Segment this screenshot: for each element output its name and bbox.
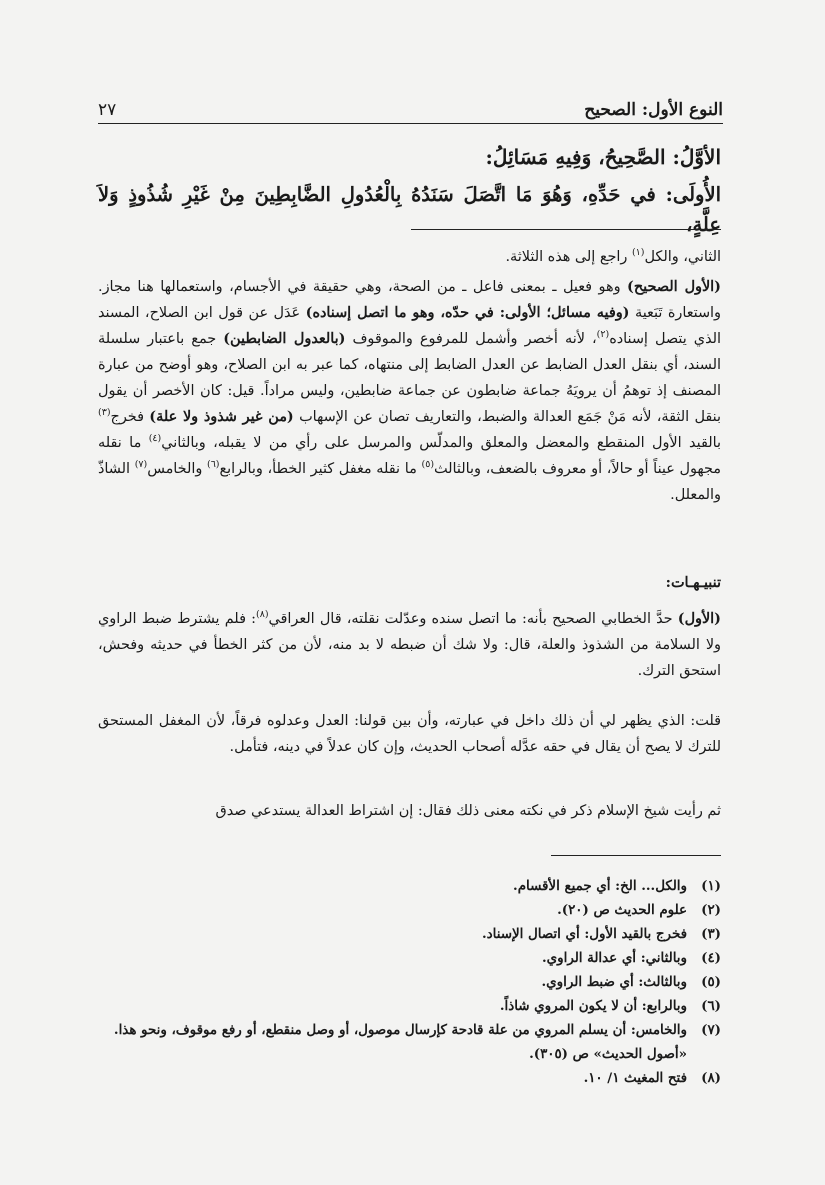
commentary-text: فخرج — [110, 409, 150, 425]
footnote-ref: (٨) — [255, 609, 269, 621]
commentary-text: : فلم يشترط ضبط الراوي ولا السلامة من الشذوذ والعلة، قال: ولا شك أن ضبطه لا بد منه، لأن من كثر الخطأ في حديثه وفحش، استحق الترك. — [98, 611, 721, 679]
tanbihat-heading: تنبيـهـات: — [665, 574, 721, 591]
commentary-text: ما نقله مجهول عيناً أو حالاً، أو معروف بالضعف، وبالثالث — [98, 435, 722, 477]
chapter-title: النوع الأول: الصحيح — [584, 100, 723, 120]
intro-text-end: راجع إلى هذه الثلاثة. — [505, 249, 632, 265]
footnote-ref: (٥) — [421, 459, 435, 471]
footnote-text: وبالثاني: أي عدالة الراوي. — [541, 950, 687, 966]
footnote-text: والكل... الخ: أي جميع الأقسام. — [513, 878, 687, 894]
footnote-item — [98, 1018, 721, 1066]
page-number: ٢٧ — [98, 100, 117, 120]
footnote-ref: (١) — [631, 247, 645, 259]
commentary-paragraph — [98, 274, 721, 508]
matn-text: الأُولَى: في حَدِّهِ، وَهُوَ مَا اتَّصَلَ سَنَدُهُ بِالْعُدُولِ الضَّابِطِينَ مِنْ غَيْرِ شُذُوذٍ وَلاَ عِلَّةٍ، — [98, 183, 721, 236]
footnote-ref: (٧) — [134, 459, 148, 471]
bold-quote: (الأول الصحيح) — [627, 278, 721, 295]
commentary-text: والخامس — [147, 461, 207, 477]
footnote-text: وبالرابع: أن لا يكون المروي شاذاً. — [499, 998, 687, 1014]
footnote-ref: (٢) — [596, 329, 610, 341]
commentary-text: بالقيد الأول المنقطع والمعضل والمعلق والمدلّس والمرسل على رأي من لا يقبله، وبالثاني — [161, 435, 721, 451]
commentary-paragraph — [98, 606, 721, 684]
footnote-item — [98, 994, 721, 1018]
footnote-number: (٤) — [701, 950, 721, 966]
footnote-item — [98, 898, 721, 922]
running-header — [98, 97, 723, 124]
footnotes — [98, 874, 721, 1090]
footnote-number: (٣) — [701, 926, 721, 942]
footnote-number: (٨) — [701, 1070, 721, 1086]
commentary-paragraph: قلت: الذي يظهر لي أن ذلك داخل في عبارته، وأن بين قولنا: العدل وعدلوه فرقاً، لأن المغفل المستحق للترك لا يصح أن يقال في حقه عدَّله أصحاب الحديث، وإن كان عدلاً في دينه، فتأمل. — [98, 713, 721, 755]
footnote-item — [98, 874, 721, 898]
footnote-text: وبالثالث: أي ضبط الراوي. — [541, 974, 687, 990]
commentary-text: الشاذّ والمعلل. — [98, 461, 721, 503]
matn-title: الأوَّلُ: الصَّحِيحُ، وَفِيهِ مَسَائِلُ: — [485, 145, 721, 169]
bold-quote: (الأول) — [677, 610, 721, 627]
intro-text: الثاني، والكل — [644, 249, 721, 265]
footnote-number: (٦) — [701, 998, 721, 1014]
commentary-text: حدَّ الخطابي الصحيح بأنه: ما اتصل سنده وعدّلت نقلته، قال العراقي — [268, 611, 678, 627]
footnote-item — [98, 946, 721, 970]
commentary-text: جمع باعتبار سلسلة السند، أي بنقل العدل الضابط عن العدل الضابط إلى منتهاه، كما عبر به ابن الصلاح، وهو أوضح من عبارة المصنف إذ توهمُ أن يرويَهُ جماعة ضابطون عن جماعة ضابطين، وليس مراداً. قيل: كان الأخصر أن يقول بنقل الثقة، لأنه مَنْ جَمَع العدالة والضبط، والتعاريف تصان عن الإسهاب — [98, 331, 721, 425]
commentary-paragraph: ثم رأيت شيخ الإسلام ذكر في نكته معنى ذلك فقال: إن اشتراط العدالة يستدعي صدق — [215, 803, 721, 819]
footnote-number: (١) — [701, 878, 721, 894]
footnote-text: فتح المغيث ١/ ١٠. — [583, 1070, 687, 1086]
footnote-text: والخامس: أن يسلم المروي من علة قادحة كإرسال موصول، أو وصل منقطع، أو رفع موقوف، ونحو هذا. «أصول الحديث» ص (٣٠٥). — [113, 1022, 687, 1062]
footnote-item — [98, 970, 721, 994]
footnote-ref: (٣) — [98, 407, 111, 419]
footnote-number: (٢) — [701, 902, 721, 918]
footnote-item — [98, 1066, 721, 1090]
footnote-text: علوم الحديث ص (٢٠). — [557, 902, 687, 918]
commentary-text: ما نقله مغفل كثير الخطأ، وبالرابع — [219, 461, 422, 477]
commentary-text: عَدَل عن قول ابن الصلاح، المسند الذي يتصل إسناده — [98, 305, 722, 347]
bold-quote: (من غير شذوذ ولا علة) — [149, 408, 294, 425]
bold-quote: (وفيه مسائل؛ الأولى: في حدّه، وهو ما اتصل إسناده) — [305, 304, 630, 321]
commentary-text: وهو فعيل ـ بمعنى فاعل ـ من الصحة، وهي حقيقة في الأجسام، واستعمالها هنا مجاز. واستعارة تَبَعية — [98, 279, 721, 321]
bold-quote: (بالعدول الضابطين) — [223, 330, 346, 347]
footnote-ref: (٤) — [148, 433, 162, 445]
matn-divider — [411, 229, 721, 230]
footnote-ref: (٦) — [206, 459, 220, 471]
commentary-intro — [98, 244, 721, 270]
footnote-text: فخرج بالقيد الأول: أي اتصال الإسناد. — [481, 926, 687, 942]
footnote-number: (٧) — [701, 1022, 721, 1038]
footnote-item — [98, 922, 721, 946]
footnote-divider — [551, 855, 721, 856]
footnote-number: (٥) — [701, 974, 721, 990]
commentary-text: ، لأنه أخصر وأشمل للمرفوع والموقوف — [345, 331, 597, 347]
